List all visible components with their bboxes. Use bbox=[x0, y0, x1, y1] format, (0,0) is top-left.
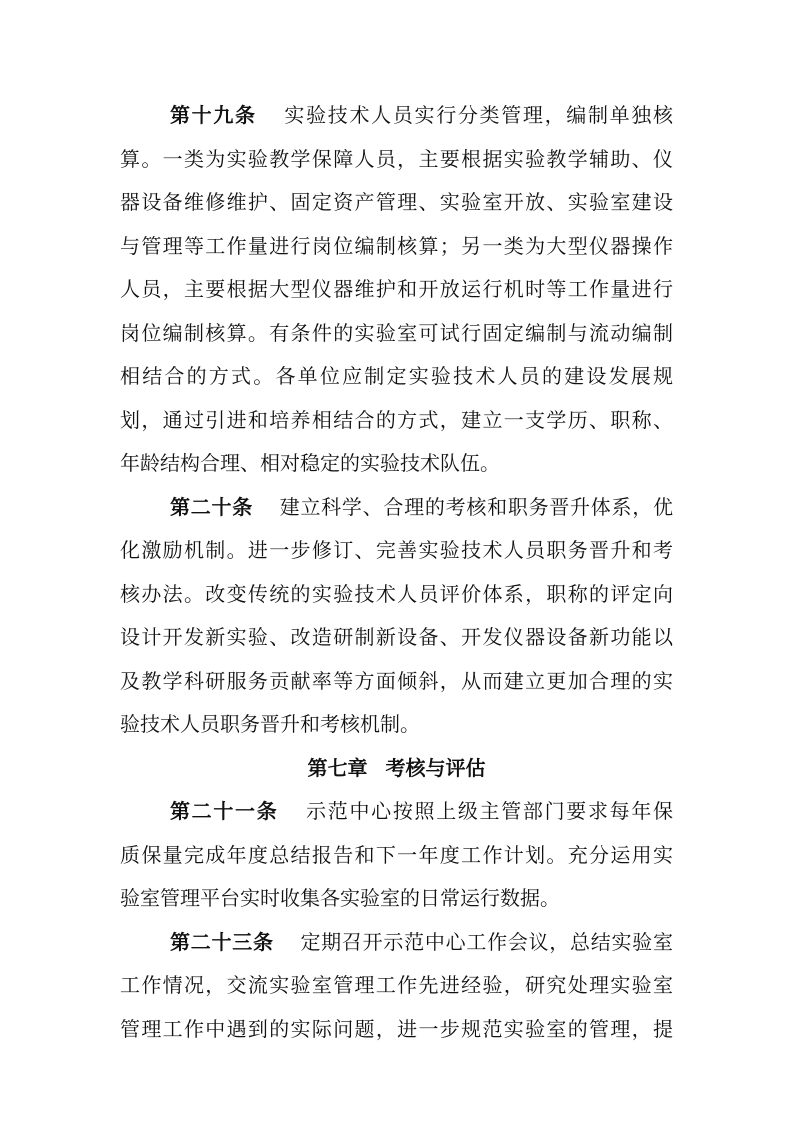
chapter-title: 考核与评估 bbox=[385, 756, 486, 780]
article-20-line-4: 设计开发新实验、改造研制新设备、开发仪器设备新功能以 bbox=[120, 625, 673, 649]
article-21-heading: 第二十一条 bbox=[170, 799, 279, 823]
article-23-heading: 第二十三条 bbox=[170, 930, 274, 954]
article-20-line-2: 化激励机制。进一步修订、完善实验技术人员职务晋升和考 bbox=[120, 538, 673, 562]
article-19-line-5: 人员，主要根据大型仪器维护和开放运行机时等工作量进行 bbox=[120, 277, 673, 301]
article-19-line-3: 器设备维修维护、固定资产管理、实验室开放、实验室建设 bbox=[120, 190, 673, 214]
article-21-line-1 bbox=[170, 798, 673, 824]
article-20-line-5: 及教学科研服务贡献率等方面倾斜，从而建立更加合理的实 bbox=[120, 669, 673, 693]
chapter-number: 第七章 bbox=[307, 756, 368, 780]
article-20-text: 建立科学、合理的考核和职务晋升体系，优 bbox=[278, 495, 673, 519]
article-19-line-4: 与管理等工作量进行岗位编制核算；另一类为大型仪器操作 bbox=[120, 234, 673, 258]
article-19-line-9: 年龄结构合理、相对稳定的实验技术队伍。 bbox=[120, 451, 500, 475]
article-19-line-7: 相结合的方式。各单位应制定实验技术人员的建设发展规 bbox=[120, 364, 673, 388]
article-19-line-8: 划，通过引进和培养相结合的方式，建立一支学历、职称、 bbox=[120, 408, 673, 432]
article-21-text: 示范中心按照上级主管部门要求每年保 bbox=[304, 799, 673, 823]
article-23-line-1 bbox=[170, 929, 673, 955]
article-23-text: 定期召开示范中心工作会议，总结实验室 bbox=[299, 930, 673, 954]
article-20-heading: 第二十条 bbox=[170, 495, 253, 519]
article-19-line-6: 岗位编制核算。有条件的实验室可试行固定编制与流动编制 bbox=[120, 321, 673, 345]
article-19-line-2: 算。一类为实验教学保障人员，主要根据实验教学辅助、仪 bbox=[120, 147, 673, 171]
article-21-line-3: 验室管理平台实时收集各实验室的日常运行数据。 bbox=[120, 886, 560, 910]
article-20-line-1 bbox=[170, 494, 673, 520]
article-20-line-3: 核办法。改变传统的实验技术人员评价体系，职称的评定向 bbox=[120, 582, 673, 606]
article-23-line-2: 工作情况，交流实验室管理工作先进经验，研究处理实验室 bbox=[120, 973, 673, 997]
article-19-heading: 第十九条 bbox=[170, 103, 257, 127]
chapter-heading bbox=[0, 755, 793, 781]
article-21-line-2: 质保量完成年度总结报告和下一年度工作计划。充分运用实 bbox=[120, 843, 673, 867]
article-19-line-1 bbox=[170, 102, 673, 128]
article-23-line-3: 管理工作中遇到的实际问题，进一步规范实验室的管理，提 bbox=[120, 1017, 673, 1041]
article-19-text: 实验技术人员实行分类管理，编制单独核 bbox=[282, 103, 673, 127]
article-20-line-6: 验技术人员职务晋升和考核机制。 bbox=[120, 712, 420, 736]
